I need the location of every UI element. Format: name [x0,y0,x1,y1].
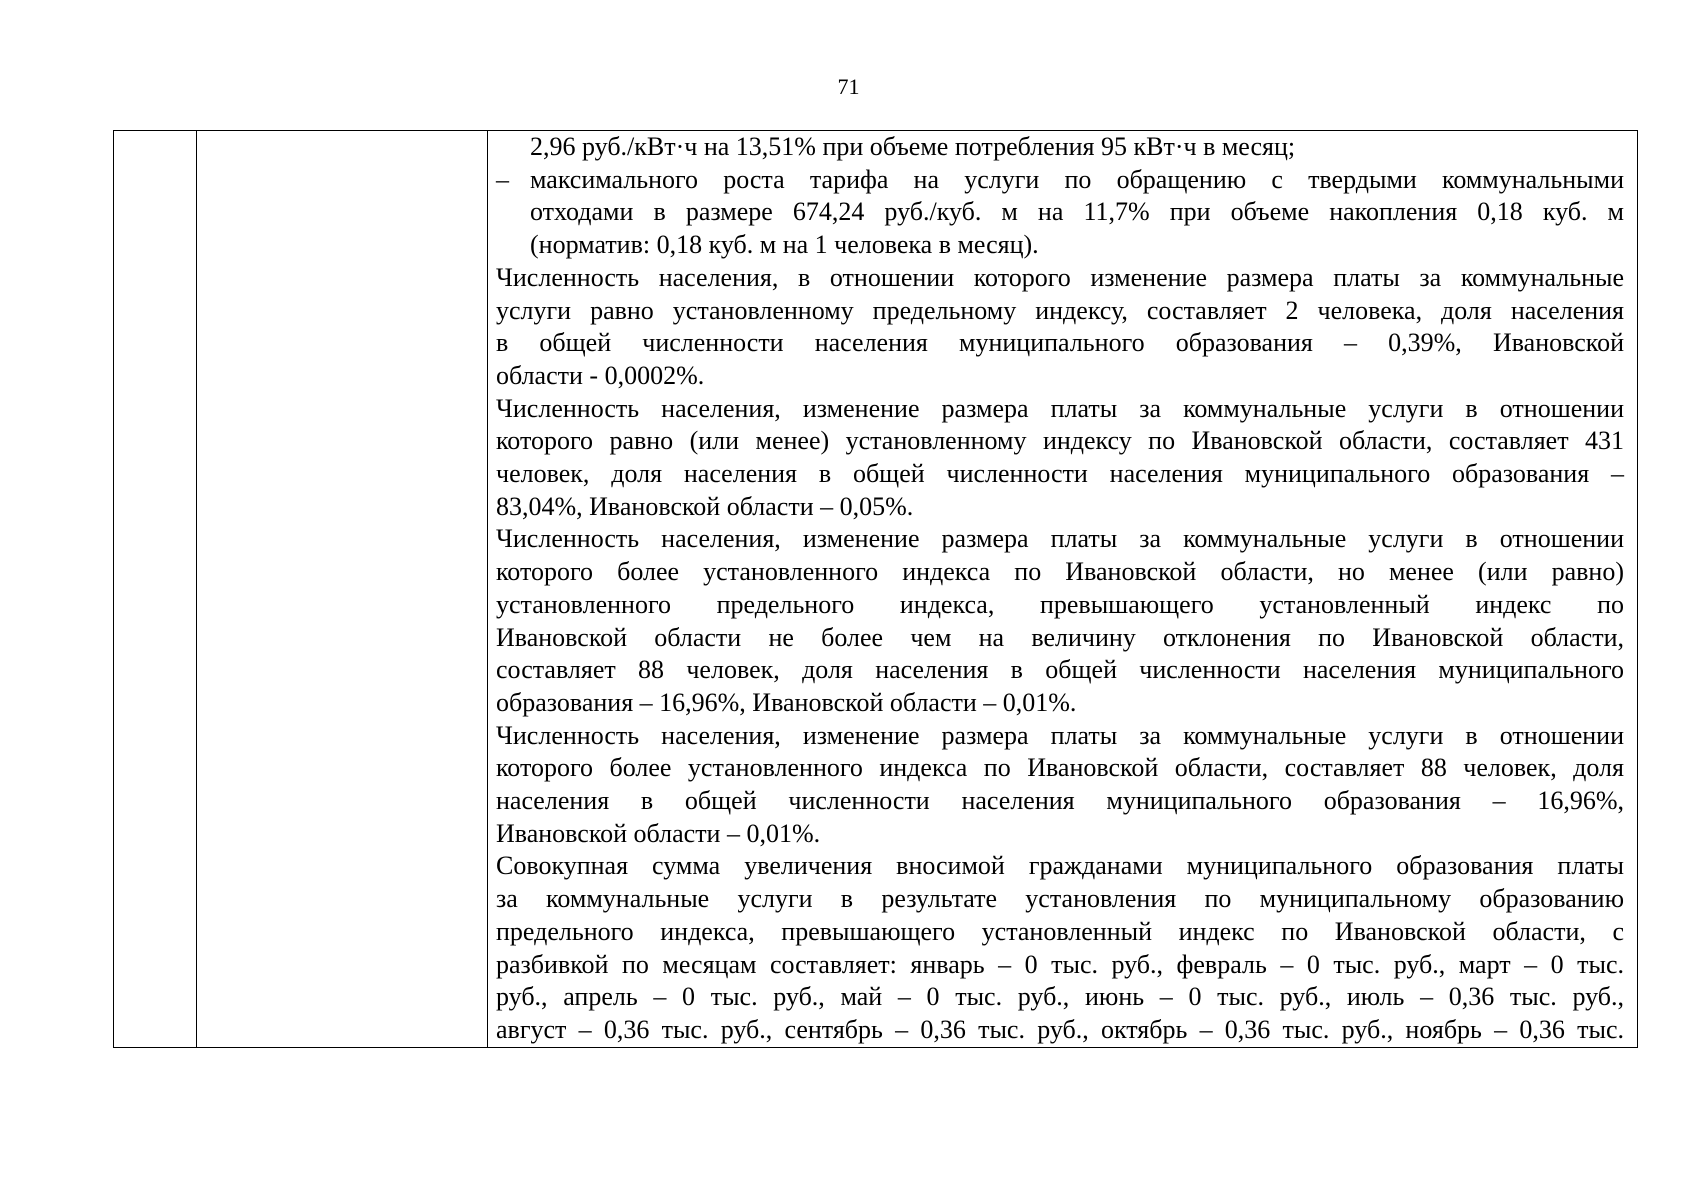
paragraph-line: Численность населения, в отношении которого изменение размера платы за коммунальные [496,262,1624,292]
paragraph-line: человек, доля населения в общей численности населения муниципального образования – [496,459,1624,489]
paragraph-line: Ивановской области не более чем на величину отклонения по Ивановской области, [496,622,1624,652]
paragraph-line: области - 0,0002%. [496,360,705,390]
bullet-line: максимального роста тарифа на услуги по обращению с твердыми коммунальными [530,164,1624,194]
paragraph-line: предельного индекса, превышающего установленный индекс по Ивановской области, с [496,916,1624,946]
bullet-item [496,164,1624,262]
bullet-dash: – [496,164,509,194]
paragraph-line: 83,04%, Ивановской области – 0,05%. [496,491,914,521]
table-content-cell [496,131,1624,1047]
paragraph-line: составляет 88 человек, доля населения в общей численности населения муниципального [496,655,1624,685]
paragraph-line: образования – 16,96%, Ивановской области – 0,01%. [496,687,1077,717]
paragraph-population-equal-limit [496,262,1624,393]
continuation-line: 2,96 руб./кВт·ч на 13,51% при объеме потребления 95 кВт·ч в месяц; [530,132,1296,161]
table-column-divider-1 [196,131,197,1047]
paragraph-line: установленного предельного индекса, превышающего установленный индекс по [496,589,1624,619]
page-number: 71 [837,74,860,99]
paragraph-line: в общей численности населения муниципального образования – 0,39%, Ивановской [496,328,1624,358]
paragraph-line: которого более установленного индекса по Ивановской области, но менее (или равно) [496,557,1624,587]
bullet-line: (норматив: 0,18 куб. м на 1 человека в месяц). [530,230,1039,260]
paragraph-line: Численность населения, изменение размера платы за коммунальные услуги в отношении [496,524,1624,554]
bullet-line: отходами в размере 674,24 руб./куб. м на 11,7% при объеме накопления 0,18 куб. м [530,197,1624,227]
table-column-divider-2 [487,131,488,1047]
paragraph-line: руб., апрель – 0 тыс. руб., май – 0 тыс. руб., июнь – 0 тыс. руб., июль – 0,36 тыс. руб., [496,982,1624,1012]
paragraph-line: которого равно (или менее) установленному индексу по Ивановской области, составляет 431 [496,426,1624,456]
paragraph-line: услуги равно установленному предельному индексу, составляет 2 человека, доля населения [496,295,1624,325]
paragraph-line: населения в общей численности населения муниципального образования – 16,96%, [496,786,1624,816]
paragraph-line: август – 0,36 тыс. руб., сентябрь – 0,36 тыс. руб., октябрь – 0,36 тыс. руб., ноябрь – 0,36 тыс. [496,1014,1624,1044]
paragraph-line: Совокупная сумма увеличения вносимой гражданами муниципального образования платы [496,851,1624,881]
paragraph-total-increase-by-month [496,850,1624,1046]
paragraph-population-within-deviation [496,523,1624,719]
paragraph-line: разбивкой по месяцам составляет: январь – 0 тыс. руб., февраль – 0 тыс. руб., март – 0 тыс. [496,949,1624,979]
paragraph-line: Ивановской области – 0,01%. [496,818,821,848]
paragraph-population-equal-or-less-index [496,393,1624,524]
paragraph-line: Численность населения, изменение размера платы за коммунальные услуги в отношении [496,393,1624,423]
document-table [113,130,1638,1048]
paragraph-line: которого более установленного индекса по Ивановской области, составляет 88 человек, доля [496,753,1624,783]
paragraph-population-above-index [496,720,1624,851]
paragraph-line: за коммунальные услуги в результате установления по муниципальному образованию [496,884,1624,914]
paragraph-line: Численность населения, изменение размера платы за коммунальные услуги в отношении [496,720,1624,750]
